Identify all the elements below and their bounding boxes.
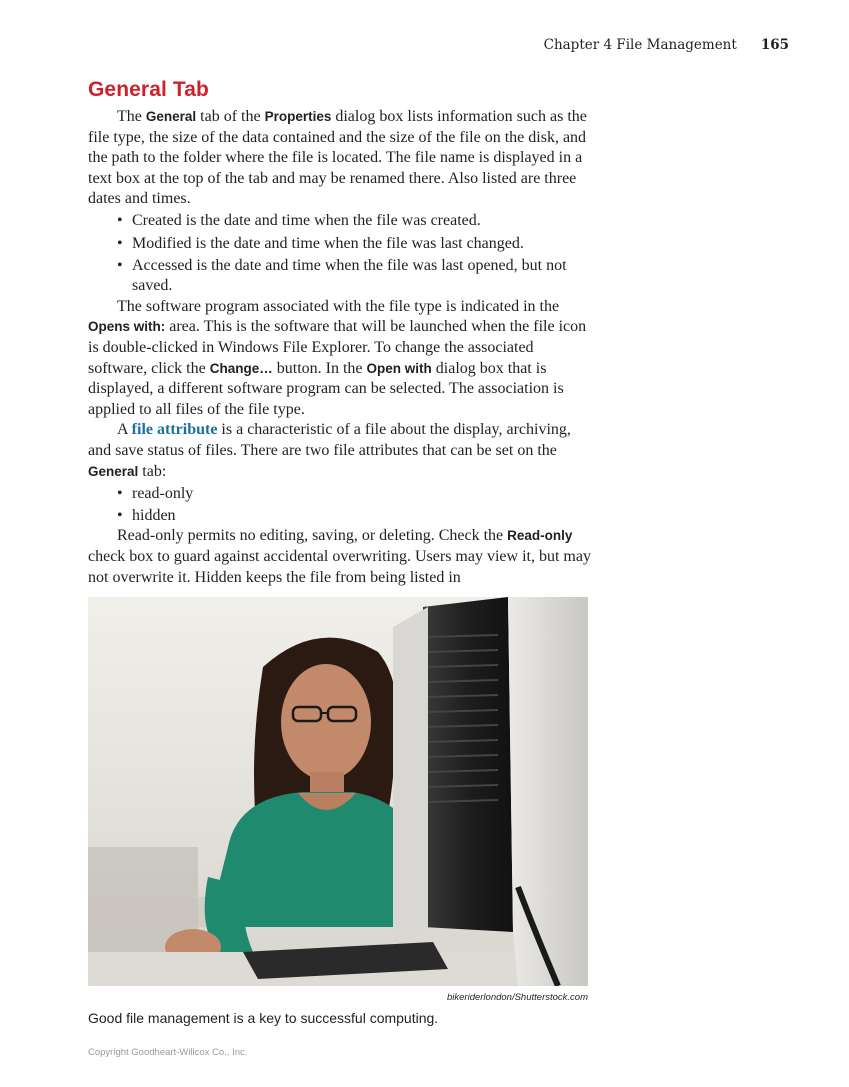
list-item: • Accessed is the date and time when the file was last opened, but not saved. bbox=[88, 256, 591, 297]
copyright-notice: Copyright Goodheart-Willcox Co., Inc. bbox=[88, 1047, 248, 1058]
photo-credit: bikeriderlondon/Shutterstock.com bbox=[447, 992, 588, 1003]
figure-caption: Good file management is a key to successful computing. bbox=[88, 1010, 439, 1026]
paragraph-general-tab: The General tab of the Properties dialog box lists information such as the file type, the size of the data contained and the size of the file on the disk, and the path to the folder where the file is located. The file name is displayed in a text box at the top of the tab and may be renamed there. Also listed are three dates and times. bbox=[88, 108, 587, 208]
student-computer-photo bbox=[88, 597, 588, 986]
page-number: 165 bbox=[760, 37, 789, 53]
running-head bbox=[544, 37, 789, 53]
ui-term-open-with: Open with bbox=[366, 360, 432, 376]
paragraph-file-attribute: A file attribute is a characteristic of a file about the display, archiving, and save status of files. There are two file attributes that can be set on the General tab: bbox=[88, 421, 571, 480]
ui-term-properties: Properties bbox=[264, 109, 332, 124]
ui-term-opens-with: Opens with: bbox=[88, 319, 166, 335]
ui-term-change: Change… bbox=[209, 360, 273, 376]
list-item: • Modified is the date and time when the file was last changed. bbox=[88, 234, 591, 255]
chapter-title: Chapter 4 File Management bbox=[543, 37, 737, 53]
paragraph-read-only: Read-only permits no editing, saving, or deleting. Check the Read-only check box to guard against accidental overwriting. Users may view it, but may not overwrite it. Hidden keeps the file from being listed in bbox=[88, 527, 591, 586]
list-item: • read-only bbox=[88, 484, 591, 505]
dates-list bbox=[88, 211, 591, 296]
list-item: • hidden bbox=[88, 506, 591, 527]
section-heading: General Tab bbox=[88, 78, 209, 101]
key-term-file-attribute: file attribute bbox=[131, 421, 218, 439]
body-text bbox=[88, 107, 591, 588]
ui-term-general: General bbox=[145, 109, 197, 124]
ui-term-read-only: Read-only bbox=[507, 528, 573, 544]
paragraph-opens-with: The software program associated with the file type is indicated in the Opens with: area. This is the software that will be launched when the file icon is double-clicked in Windows File Explorer. To change the associated software, click the Change… button. In the Open with dialog box that is displayed, a different software program can be selected. The association is applied to all files of the file type. bbox=[88, 297, 587, 418]
list-item: • Created is the date and time when the file was created. bbox=[88, 211, 591, 232]
ui-term-general-2: General bbox=[88, 463, 139, 479]
attributes-list bbox=[88, 484, 591, 527]
